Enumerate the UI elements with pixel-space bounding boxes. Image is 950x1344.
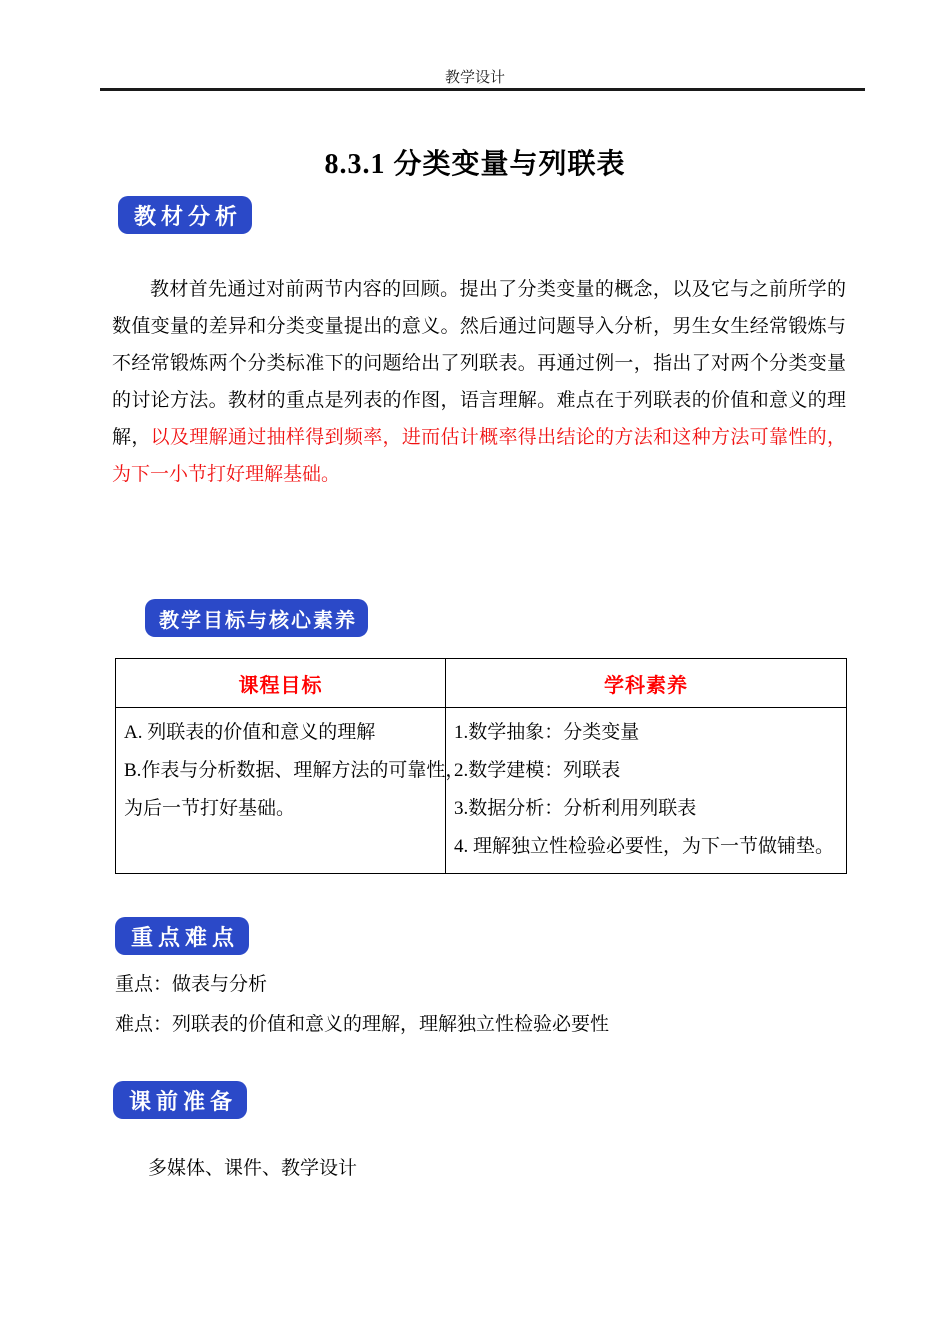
objectives-table-body-row xyxy=(116,708,847,874)
page-header-label: 教学设计 xyxy=(444,69,505,86)
subject-competency-header: 学科素养 xyxy=(446,659,847,708)
badge-teaching-objectives: 教学目标与核心素养 xyxy=(145,599,368,637)
course-goal-line-b: B.作表与分析数据、理解方法的可靠性， xyxy=(124,760,465,781)
objectives-table xyxy=(115,658,847,874)
key-point-line: 重点：做表与分析 xyxy=(115,974,268,995)
badge-class-preparation: 课前准备 xyxy=(113,1081,247,1119)
course-goals-cell xyxy=(116,708,465,874)
course-goal-line-a: A. 列联表的价值和意义的理解 xyxy=(124,722,376,743)
key-difficult-points-text xyxy=(115,965,609,1045)
analysis-text-black: 教材首先通过对前两节内容的回顾。提出了分类变量的概念，以及它与之前所学的数值变量的差异和分类变量提出的意义。然后通过问题导入分析，男生女生经常锻炼与不经常锻炼两个分类标准下的问题给出了列联表。再通过例一，指出了对两个分类变量的讨论方法。教材的重点是列表的作图，语言理解。难点在于列联表的价值和意义的理解， xyxy=(112,279,846,448)
competency-line-3: 3.数据分析：分析利用列联表 xyxy=(454,798,697,819)
competency-line-4: 4. 理解独立性检验必要性，为下一节做铺垫。 xyxy=(454,836,835,857)
objectives-table-header-row xyxy=(116,659,847,708)
analysis-text-red: 以及理解通过抽样得到频率，进而估计概率得出结论的方法和这种方法可靠性的，为下一小节打好理解基础。 xyxy=(112,427,846,485)
class-preparation-text: 多媒体、课件、教学设计 xyxy=(148,1158,358,1179)
badge-textbook-analysis: 教材分析 xyxy=(118,196,252,234)
subject-competency-cell xyxy=(446,708,847,874)
badge-key-difficult-points: 重点难点 xyxy=(115,917,249,955)
document-title: 8.3.1 分类变量与列联表 xyxy=(324,149,626,180)
header-divider-rule xyxy=(100,88,865,91)
course-goal-line-b2: 为后一节打好基础。 xyxy=(124,798,296,819)
textbook-analysis-paragraph xyxy=(112,271,846,493)
competency-line-1: 1.数学抽象：分类变量 xyxy=(454,722,640,743)
course-goals-header: 课程目标 xyxy=(116,659,446,708)
difficult-point-line: 难点：列联表的价值和意义的理解，理解独立性检验必要性 xyxy=(115,1014,610,1035)
competency-line-2: 2.数学建模：列联表 xyxy=(454,760,621,781)
